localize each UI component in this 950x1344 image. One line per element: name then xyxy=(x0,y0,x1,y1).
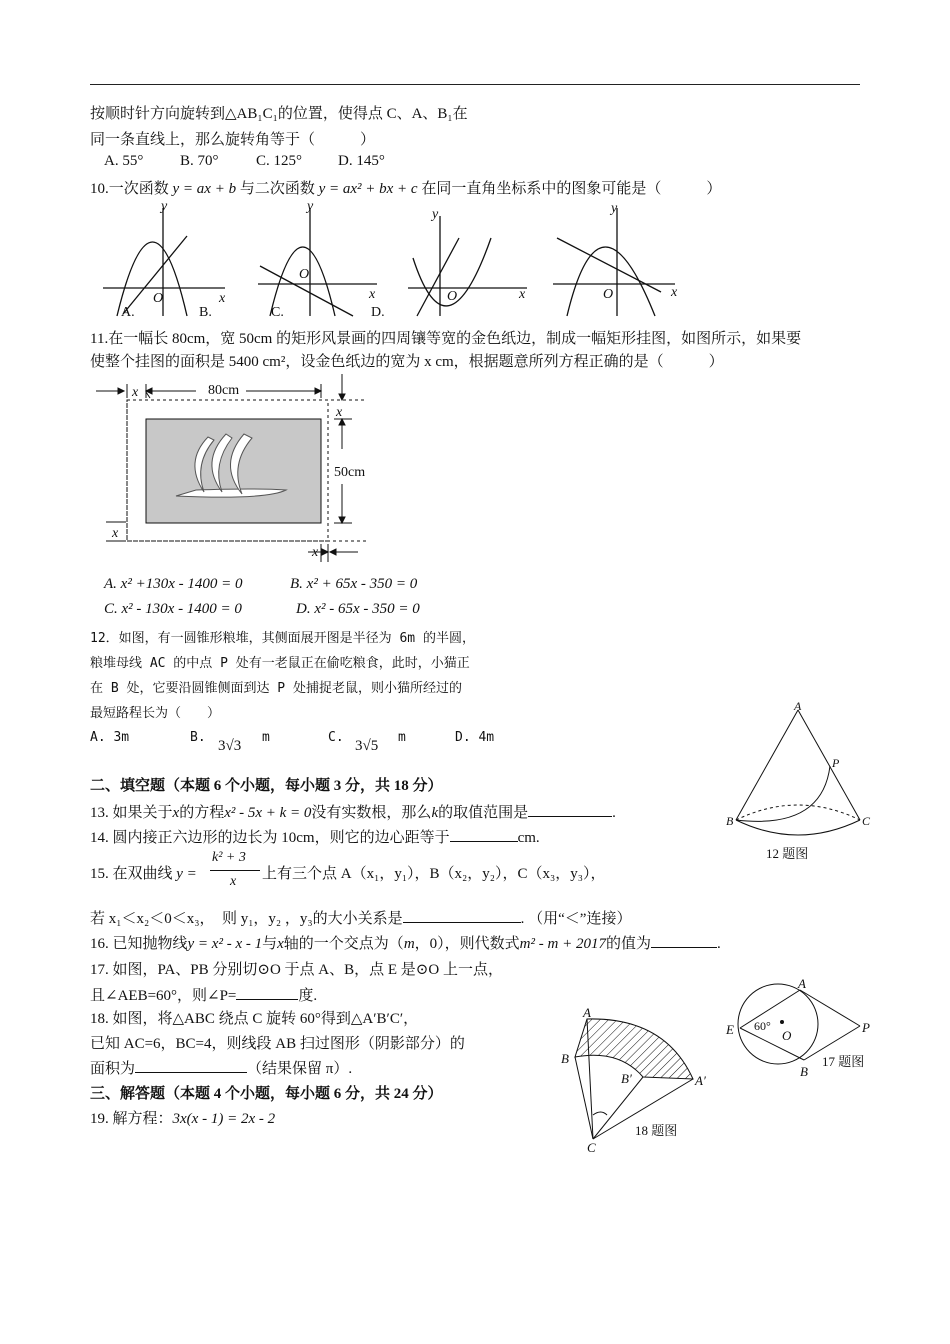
q18-rotation-figure xyxy=(555,1005,725,1155)
q13-text-d: 没有实数根，那么 xyxy=(311,805,432,821)
q12-line1: 12．如图，有一圆锥形粮堆，其侧面展开图是半径为 6m 的半圆， xyxy=(90,631,475,646)
q10-axis-y-a: y xyxy=(161,199,168,214)
q17-label-b: B xyxy=(800,1064,808,1078)
q9-option-a: A. 55° xyxy=(104,153,144,169)
q16-end: . xyxy=(716,936,721,952)
q17-caption: 17 题图 xyxy=(822,1054,865,1069)
q15-fraction-bar xyxy=(210,870,260,871)
q12-option-a: A. 3m xyxy=(90,730,130,745)
q12-option-c-letter: C. xyxy=(328,730,344,745)
q17-label-o: O xyxy=(782,1028,792,1043)
q16-expression: m² - m + 2017 xyxy=(519,936,606,952)
q9-option-c: C. 125° xyxy=(256,153,303,169)
q18-line3 xyxy=(90,1057,352,1078)
q12-option-b-unit: m xyxy=(262,730,270,745)
q10-middle: 与二次函数 xyxy=(239,181,315,197)
q15-text-line2a: 若 x₁＜x₂＜0＜x₃， 则 y₁，y₂ ，y₃的大小关系是 xyxy=(90,911,403,927)
q16-text-f: ，0），则代数式 xyxy=(414,936,520,952)
q10-label-d: D. xyxy=(371,305,385,320)
q17-text-b: 度. xyxy=(298,988,318,1004)
q19-text: 19. 解方程： xyxy=(90,1111,173,1127)
q10-prefix: 10.一次函数 xyxy=(90,181,169,197)
q18-label-b: B xyxy=(561,1051,569,1066)
q10-origin-b: O xyxy=(299,267,310,282)
q10-axis-x-b: x xyxy=(369,287,376,302)
q19-equation: 3x(x - 1) = 2x - 2 xyxy=(172,1111,276,1127)
q17-answer-blank[interactable] xyxy=(236,985,298,1000)
q16-text-a: 16. 已知抛物线 xyxy=(90,936,188,952)
header-rule xyxy=(90,84,860,85)
q16-text-b: 与 xyxy=(262,936,278,952)
q17-line2 xyxy=(90,984,317,1005)
q11-line1: 11.在一幅长 80cm，宽 50cm 的矩形风景画的四周镶等宽的金色纸边，制成一幅矩形挂图，如图所示，如果要 xyxy=(90,331,802,347)
q9-option-d: D. 145° xyxy=(338,153,385,169)
q10-axis-x-a: x xyxy=(219,291,226,306)
q15-text-line2b: . （用“＜”连接） xyxy=(520,911,632,927)
q10-quadratic: y = ax² + bx + c xyxy=(318,181,418,197)
q10-label-c: C. xyxy=(271,305,284,320)
q9-line2: 同一条直线上，那么旋转角等于（ ） xyxy=(90,132,376,148)
q14-answer-blank[interactable] xyxy=(450,827,518,842)
q16-var-x: x xyxy=(277,936,284,952)
q10-label-b: B. xyxy=(199,305,212,320)
q12-option-c-unit: m xyxy=(398,730,406,745)
q15-y: y = xyxy=(176,866,197,882)
q12-label-b: B xyxy=(726,814,734,828)
q17-label-a: A xyxy=(798,978,806,991)
q10-axis-x-c: x xyxy=(519,287,526,302)
q18-label-a: A xyxy=(583,1005,591,1020)
q19 xyxy=(90,1107,275,1128)
q10-origin-a: O xyxy=(153,291,164,306)
q15-text-b: 上有三个点 A（x₁，y₁），B（x₂，y₂），C（x₃，y₃）， xyxy=(262,866,606,882)
q12-label-p: P xyxy=(832,756,840,770)
q15-text-a: 15. 在双曲线 xyxy=(90,866,173,882)
q11-fig-x-left: x xyxy=(112,526,119,541)
q18-line2: 已知 AC=6，BC=4，则线段 AB 扫过图形（阴影部分）的 xyxy=(90,1036,465,1052)
q11-fig-x-bottom: x xyxy=(312,545,319,560)
q9-option-b: B. 70° xyxy=(180,153,219,169)
q11-fig-x-top: x xyxy=(132,385,139,400)
q18-text-a: 面积为 xyxy=(90,1061,136,1077)
q13-text-c: 的方程 xyxy=(179,805,225,821)
q13-text-a: 13. 如果关于 xyxy=(90,805,173,821)
q17-line1: 17. 如图，PA、PB 分别切⊙O 于点 A、B，点 E 是⊙O 上一点， xyxy=(90,962,503,978)
q16-var-m: m xyxy=(403,936,415,952)
q11-fig-width: 80cm xyxy=(208,383,240,398)
q13-answer-blank[interactable] xyxy=(528,802,612,817)
q9-line1: 按顺时针方向旋转到△AB₁C₁的位置，使得点 C、A、B₁在 xyxy=(90,106,468,122)
q17-label-p: P xyxy=(862,1020,870,1035)
q12-cone-figure xyxy=(722,700,882,868)
q10-graphs-figure xyxy=(95,198,695,322)
q16 xyxy=(90,932,721,953)
q18-text-b: （结果保留 π）. xyxy=(247,1061,353,1077)
q12-caption: 12 题图 xyxy=(766,846,809,861)
q13-var-x: x xyxy=(172,805,180,821)
q16-answer-blank[interactable] xyxy=(651,933,717,948)
q10-axis-x-d: x xyxy=(671,285,678,300)
q18-answer-blank[interactable] xyxy=(135,1058,247,1073)
q10-origin-d: O xyxy=(603,287,614,302)
q18-line1: 18. 如图，将△ABC 绕点 C 旋转 60°得到△A′B′C′， xyxy=(90,1011,419,1027)
q12-line2: 粮堆母线 AC 的中点 P 处有一老鼠正在偷吃粮食，此时，小猫正 xyxy=(90,656,470,671)
q11-fig-height: 50cm xyxy=(334,465,366,480)
q17-angle-label: 60° xyxy=(754,1019,771,1033)
q10-axis-y-d: y xyxy=(611,201,618,216)
q16-equation: y = x² - x - 1 xyxy=(187,936,263,952)
q13-end: . xyxy=(612,805,616,821)
q18-label-aprime: A′ xyxy=(695,1073,706,1088)
q15-answer-blank[interactable] xyxy=(403,908,521,923)
section-2-heading: 二、填空题（本题 6 个小题，每小题 3 分，共 18 分） xyxy=(90,778,443,794)
q11-fig-x-right: x xyxy=(336,405,343,420)
q12-option-b-value: 3√3 xyxy=(218,738,242,754)
q16-text-d: 轴的一个交点为（ xyxy=(283,936,404,952)
q18-label-bprime: B′ xyxy=(621,1071,632,1086)
q12-line4: 最短路程长为（ ） xyxy=(90,706,221,721)
q16-text-g: 的值为 xyxy=(605,936,651,952)
q10-axis-y-b: y xyxy=(307,199,314,214)
q18-label-c: C xyxy=(587,1140,596,1155)
q10-linear: y = ax + b xyxy=(172,181,237,197)
q14-unit: cm. xyxy=(517,830,540,846)
q15-numerator: k² + 3 xyxy=(212,850,246,865)
q14-text: 14. 圆内接正六边形的边长为 10cm，则它的边心距等于 xyxy=(90,830,450,846)
q10-stem xyxy=(90,177,721,198)
q11-option-b: B. x² + 65x - 350 = 0 xyxy=(290,576,418,592)
q12-label-a: A xyxy=(794,700,802,713)
q12-option-b-letter: B. xyxy=(190,730,206,745)
q13-text-f: 的取值范围是 xyxy=(438,805,529,821)
q17-text-a: 且∠AEB=60°，则∠P= xyxy=(90,988,237,1004)
q10-label-a: A. xyxy=(121,305,135,320)
q11-option-c: C. x² - 130x - 1400 = 0 xyxy=(104,601,242,617)
q11-frame-figure xyxy=(96,374,366,566)
q17-tangent-figure xyxy=(724,978,884,1078)
q17-label-e: E xyxy=(726,1022,734,1037)
q10-axis-y-c: y xyxy=(432,207,439,222)
q12-option-d: D. 4m xyxy=(455,730,495,745)
q15-line1 xyxy=(90,862,197,883)
q14 xyxy=(90,826,540,847)
q10-suffix: 在同一直角坐标系中的图象可能是（ ） xyxy=(421,181,722,197)
q13-var-k: k xyxy=(431,805,439,821)
q18-caption: 18 题图 xyxy=(635,1123,678,1138)
q11-line2: 使整个挂图的面积是 5400 cm²，设金色纸边的宽为 x cm，根据题意所列方程正确的是（ ） xyxy=(90,354,724,370)
q15-line2 xyxy=(90,907,631,928)
q17-center-dot xyxy=(780,1020,784,1024)
q15-denominator: x xyxy=(230,874,237,889)
q13 xyxy=(90,801,616,822)
q13-equation: x² - 5x + k = 0 xyxy=(224,805,312,821)
q12-option-c-value: 3√5 xyxy=(355,738,379,754)
q11-option-d: D. x² - 65x - 350 = 0 xyxy=(296,601,420,617)
q12-line3: 在 B 处，它要沿圆锥侧面到达 P 处捕捉老鼠，则小猫所经过的 xyxy=(90,681,462,696)
q10-origin-c: O xyxy=(447,289,458,304)
section-3-heading: 三、解答题（本题 4 个小题，每小题 6 分，共 24 分） xyxy=(90,1086,443,1102)
q11-option-a: A. x² +130x - 1400 = 0 xyxy=(104,576,243,592)
q12-label-c: C xyxy=(862,814,871,828)
